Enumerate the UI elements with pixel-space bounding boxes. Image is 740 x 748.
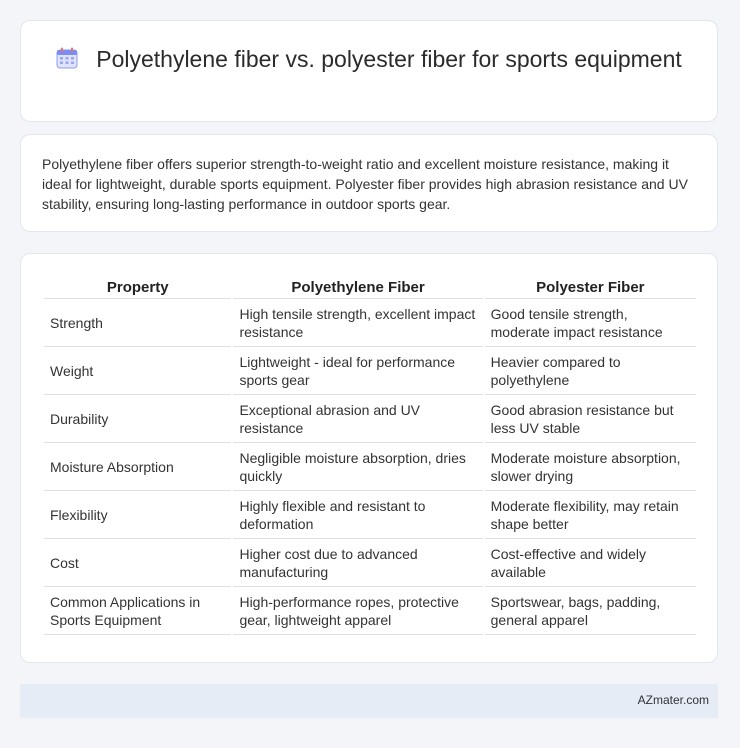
footer-brand[interactable]: AZmater.com bbox=[637, 693, 709, 707]
table-row bbox=[44, 539, 696, 587]
table-cell: Cost bbox=[44, 539, 231, 587]
table-cell: Negligible moisture absorption, dries quickly bbox=[233, 443, 482, 491]
page-title-wrap bbox=[21, 45, 717, 74]
table-cell: Durability bbox=[44, 395, 231, 443]
table-cell: Moderate moisture absorption, slower drying bbox=[485, 443, 696, 491]
table-cell: Exceptional abrasion and UV resistance bbox=[233, 395, 482, 443]
footer-bar bbox=[20, 684, 718, 718]
comparison-table bbox=[42, 277, 698, 635]
table-cell: Flexibility bbox=[44, 491, 231, 539]
table-cell: Sportswear, bags, padding, general apparel bbox=[485, 587, 696, 635]
table-row bbox=[44, 491, 696, 539]
title-card bbox=[20, 20, 718, 122]
table-cell: High-performance ropes, protective gear, lightweight apparel bbox=[233, 587, 482, 635]
table-cell: Moderate flexibility, may retain shape better bbox=[485, 491, 696, 539]
table-cell: Strength bbox=[44, 299, 231, 347]
calendar-icon bbox=[56, 47, 78, 69]
table-cell: Heavier compared to polyethylene bbox=[485, 347, 696, 395]
table-cell: Cost-effective and widely available bbox=[485, 539, 696, 587]
table-row bbox=[44, 395, 696, 443]
description-card bbox=[20, 134, 718, 232]
table-cell: Highly flexible and resistant to deformation bbox=[233, 491, 482, 539]
table-cell: Lightweight - ideal for performance sports gear bbox=[233, 347, 482, 395]
column-header: Polyethylene Fiber bbox=[233, 277, 482, 299]
table-cell: Weight bbox=[44, 347, 231, 395]
table-row bbox=[44, 443, 696, 491]
table-cell: Common Applications in Sports Equipment bbox=[44, 587, 231, 635]
table-cell: Moisture Absorption bbox=[44, 443, 231, 491]
column-header: Property bbox=[44, 277, 231, 299]
table-row bbox=[44, 587, 696, 635]
table-cell: Good abrasion resistance but less UV stable bbox=[485, 395, 696, 443]
table-cell: High tensile strength, excellent impact resistance bbox=[233, 299, 482, 347]
page-title: Polyethylene fiber vs. polyester fiber for sports equipment bbox=[96, 46, 682, 72]
column-header: Polyester Fiber bbox=[485, 277, 696, 299]
table-cell: Good tensile strength, moderate impact resistance bbox=[485, 299, 696, 347]
table-header-row bbox=[44, 277, 696, 299]
table-row bbox=[44, 347, 696, 395]
table-cell: Higher cost due to advanced manufacturing bbox=[233, 539, 482, 587]
comparison-card bbox=[20, 253, 718, 663]
table-row bbox=[44, 299, 696, 347]
description-text: Polyethylene fiber offers superior strength-to-weight ratio and excellent moisture resistance, making it ideal for lightweight, durable sports equipment. Polyester fiber provides high abrasion resistance and UV stability, ensuring long-lasting performance in outdoor sports gear. bbox=[42, 156, 688, 212]
